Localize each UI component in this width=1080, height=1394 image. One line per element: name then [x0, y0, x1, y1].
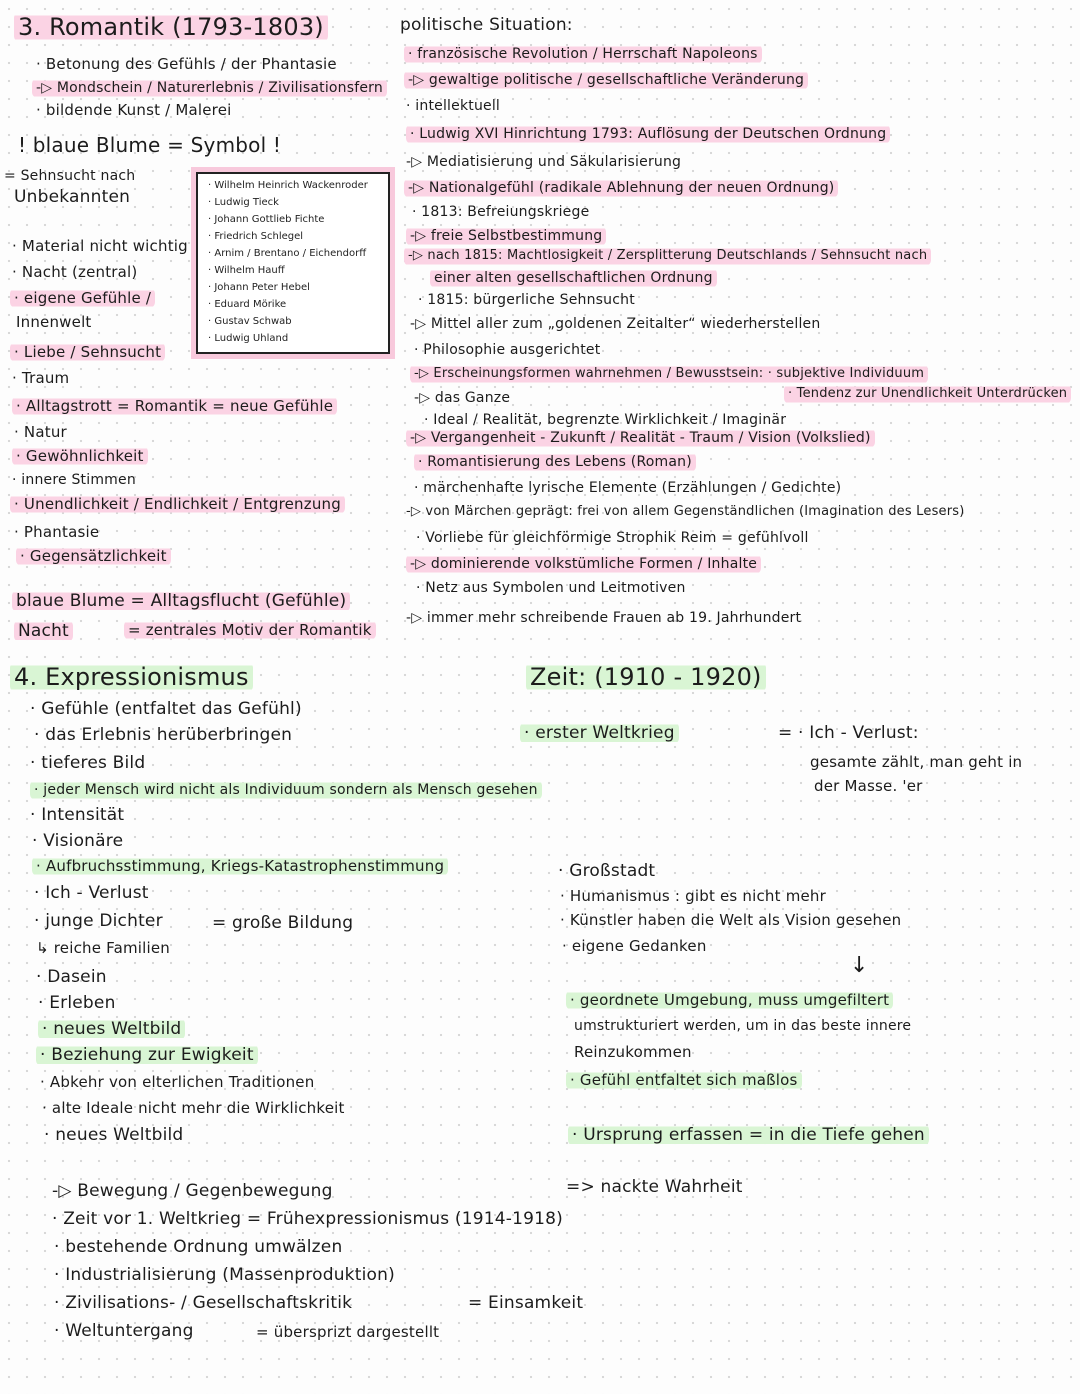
politik-line: -▷ gewaltige politische / gesellschaftliche Veränderung	[404, 70, 808, 90]
weltkrieg-label: · erster Weltkrieg	[520, 722, 679, 744]
romantik-intro-1: · Betonung des Gefühls / der Phantasie	[36, 55, 337, 73]
romantik-list-item: Innenwelt	[16, 313, 92, 331]
author: · Wilhelm Heinrich Wackenroder	[208, 180, 368, 191]
expr-list-item: ↳ reiche Familien	[36, 939, 171, 957]
politik-line: -▷ Nationalgefühl (radikale Ablehnung der neuen Ordnung)	[404, 178, 838, 198]
author: · Eduard Mörike	[208, 299, 287, 310]
romantik-list-item: · Alltagstrott = Romantik = neue Gefühle	[12, 396, 337, 416]
expr-right-item: · Ursprung erfassen = in die Tiefe gehen	[568, 1124, 929, 1146]
author: · Johann Gottlieb Fichte	[208, 214, 325, 225]
expr-list-item: · junge Dichter	[34, 911, 163, 931]
romantik-list-item: · Liebe / Sehnsucht	[10, 342, 165, 362]
romantik-list-item: · Material nicht wichtig	[12, 237, 188, 255]
politik-line: -▷ nach 1815: Machtlosigkeit / Zersplitterung Deutschlands / Sehnsucht nach	[404, 246, 931, 266]
author: · Wilhelm Hauff	[208, 265, 285, 276]
expr-right-item: umstrukturiert werden, um in das beste innere	[574, 1018, 912, 1034]
expr-list-item: · das Erlebnis herüberbringen	[34, 725, 293, 745]
romantik-intro-3: · bildende Kunst / Malerei	[36, 101, 232, 119]
expr-bottom-line: · Zeit vor 1. Weltkrieg = Frühexpressionismus (1914-1918)	[52, 1209, 563, 1229]
ich-verlust-3: der Masse. 'er	[814, 777, 923, 795]
expr-right-item: · Großstadt	[558, 861, 656, 881]
romantik-list-item: · innere Stimmen	[12, 472, 136, 488]
expr-right-item: · Künstler haben die Welt als Vision gesehen	[560, 911, 902, 929]
author: · Johann Peter Hebel	[208, 282, 310, 293]
sehnsucht-line-2: Unbekannten	[14, 187, 131, 207]
romantik-summary-2b: = zentrales Motiv der Romantik	[124, 620, 376, 640]
politik-line: -▷ Mittel aller zum „goldenen Zeitalter“ wiederherstellen	[410, 316, 821, 332]
expr-list-item: · Gefühle (entfaltet das Gefühl)	[30, 699, 302, 719]
expressionismus-title: 4. Expressionismus	[10, 662, 253, 692]
expr-right-item: · Gefühl entfaltet sich maßlos	[566, 1070, 802, 1090]
romantik-summary-2a: Nacht	[14, 620, 73, 642]
romantik-list-item: · Gegensätzlichkeit	[16, 546, 171, 566]
expr-bottom-line: · bestehende Ordnung umwälzen	[54, 1237, 343, 1257]
politik-line: -▷ freie Selbstbestimmung	[406, 226, 606, 246]
expr-bottom-line: -▷ Bewegung / Gegenbewegung	[52, 1181, 333, 1201]
expr-list-item: · Ich - Verlust	[34, 883, 149, 903]
politik-line: · Ludwig XVI Hinrichtung 1793: Auflösung der Deutschen Ordnung	[406, 124, 890, 144]
ich-verlust-2: gesamte zählt, man geht in	[810, 753, 1023, 771]
politik-line: · 1815: bürgerliche Sehnsucht	[418, 292, 635, 308]
expr-list-item: · neues Weltbild	[44, 1125, 184, 1145]
expr-bottom-line: · Industrialisierung (Massenproduktion)	[54, 1265, 395, 1285]
politik-line: · Ideal / Realität, begrenzte Wirklichkeit / Imaginär	[424, 412, 787, 428]
expr-list-item: · Intensität	[30, 805, 125, 825]
romantik-list-item: · Traum	[12, 369, 70, 387]
expr-list-item: · alte Ideale nicht mehr die Wirklichkeit	[42, 1099, 345, 1117]
politik-line: · intellektuell	[406, 98, 501, 114]
expr-list-item: · Aufbruchsstimmung, Kriegs-Katastrophenstimmung	[32, 856, 448, 876]
romantik-list-item: · Unendlichkeit / Endlichkeit / Entgrenzung	[10, 494, 345, 514]
romantik-title: 3. Romantik (1793-1803)	[14, 12, 328, 42]
expr-bottom-line: · Weltuntergang	[54, 1321, 194, 1341]
sehnsucht-line-1: = Sehnsucht nach	[4, 168, 136, 184]
politik-line: -▷ Erscheinungsformen wahrnehmen / Bewusstsein: · subjektive Individuum	[410, 364, 928, 384]
expr-list-item: · neues Weltbild	[38, 1018, 185, 1040]
expr-bottom-line: = übersprizt dargestellt	[256, 1323, 440, 1341]
politik-line: -▷ dominierende volkstümliche Formen / Inhalte	[406, 554, 761, 574]
romantik-intro-2: -▷ Mondschein / Naturerlebnis / Zivilisationsfern	[32, 78, 387, 98]
ich-verlust-1: = · Ich - Verlust:	[778, 723, 919, 743]
author: · Ludwig Uhland	[208, 333, 289, 344]
expr-list-item: · Abkehr von elterlichen Traditionen	[40, 1073, 315, 1091]
arrow-down-icon: ↓	[850, 953, 869, 978]
expr-right-item: · eigene Gedanken	[562, 937, 707, 955]
romantik-list-item: · eigene Gefühle /	[10, 288, 155, 308]
author: · Arnim / Brentano / Eichendorff	[208, 248, 367, 259]
expr-right-item: => nackte Wahrheit	[566, 1177, 743, 1197]
politik-heading: politische Situation:	[400, 15, 573, 35]
expr-list-item: · Erleben	[38, 993, 116, 1013]
politik-line: -▷ Vergangenheit - Zukunft / Realität - Traum / Vision (Volkslied)	[406, 428, 875, 448]
blaue-blume-symbol: ! blaue Blume = Symbol !	[18, 133, 282, 157]
romantik-list-item: · Nacht (zentral)	[12, 263, 138, 281]
politik-line: · Netz aus Symbolen und Leitmotiven	[416, 580, 686, 596]
expr-right-item: · geordnete Umgebung, muss umgefiltert	[566, 990, 893, 1010]
politik-line: · Vorliebe für gleichförmige Strophik Reim = gefühlvoll	[416, 530, 809, 546]
expr-bottom-line: = Einsamkeit	[468, 1293, 584, 1313]
politik-line: · Philosophie ausgerichtet	[414, 342, 601, 358]
politik-line: · Tendenz zur Unendlichkeit Unterdrücken	[784, 384, 1071, 404]
authors-box	[196, 172, 390, 354]
author: · Ludwig Tieck	[208, 197, 279, 208]
politik-line: · 1813: Befreiungskriege	[412, 204, 590, 220]
author: · Gustav Schwab	[208, 316, 292, 327]
politik-line: · französische Revolution / Herrschaft Napoleons	[404, 44, 762, 64]
romantik-list-item: · Phantasie	[14, 523, 100, 541]
expr-right-item: Reinzukommen	[574, 1043, 692, 1061]
bildung-label: = große Bildung	[212, 913, 354, 933]
politik-line: · Romantisierung des Lebens (Roman)	[414, 452, 696, 472]
romantik-summary-1: blaue Blume = Alltagsflucht (Gefühle)	[12, 590, 350, 612]
expr-list-item: · tieferes Bild	[30, 753, 146, 773]
politik-line: · märchenhafte lyrische Elemente (Erzählungen / Gedichte)	[414, 480, 842, 496]
expr-list-item: · Beziehung zur Ewigkeit	[36, 1044, 258, 1066]
expr-bottom-line: · Zivilisations- / Gesellschaftskritik	[54, 1293, 353, 1313]
politik-line: -▷ Mediatisierung und Säkularisierung	[406, 154, 682, 170]
romantik-list-item: · Natur	[14, 423, 67, 441]
expr-list-item: · jeder Mensch wird nicht als Individuum sondern als Mensch gesehen	[30, 780, 542, 800]
expr-list-item: · Visionäre	[32, 831, 124, 851]
expr-right-item: · Humanismus : gibt es nicht mehr	[560, 887, 827, 905]
politik-line: -▷ das Ganze	[414, 390, 511, 406]
zeit-label: Zeit: (1910 - 1920)	[526, 662, 766, 692]
romantik-list-item: · Gewöhnlichkeit	[12, 446, 148, 466]
expr-list-item: · Dasein	[36, 967, 107, 987]
politik-line: -▷ von Märchen geprägt: frei von allem Gegenständlichen (Imagination des Lesers)	[406, 504, 965, 519]
politik-line: -▷ immer mehr schreibende Frauen ab 19. Jahrhundert	[406, 610, 802, 626]
politik-line: einer alten gesellschaftlichen Ordnung	[430, 268, 717, 288]
author: · Friedrich Schlegel	[208, 231, 304, 242]
